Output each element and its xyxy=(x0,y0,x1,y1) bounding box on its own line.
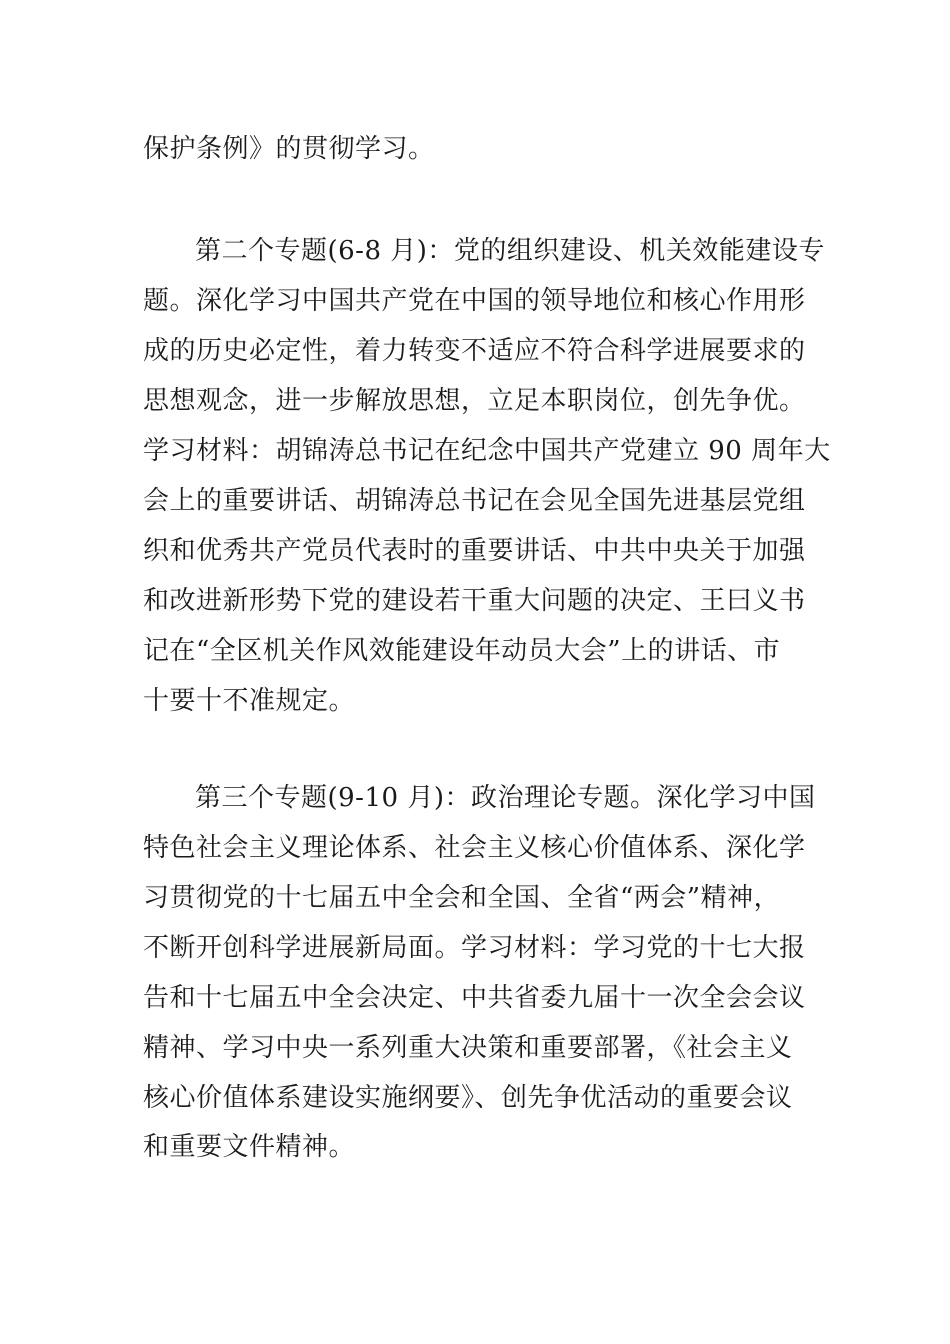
paragraph2-line-6: 会上的重要讲话、胡锦涛总书记在会见全国先进基层党组 xyxy=(143,486,806,516)
paragraph3-line-7: 核心价值体系建设实施纲要》、创先争优活动的重要会议 xyxy=(143,1083,793,1113)
paragraph3-line-4: 不断开创科学进展新局面。学习材料：学习党的十七大报 xyxy=(143,933,806,963)
paragraph2-line-10: 十要十不准规定。 xyxy=(143,686,356,716)
paragraph3-line-3: 习贯彻党的十七届五中全会和全国、全省“两会”精神， xyxy=(143,883,781,913)
paragraph2-line-8: 和改进新形势下党的建设若干重大问题的决定、王曰义书 xyxy=(143,586,806,616)
paragraph2-line-9: 记在“全区机关作风效能建设年动员大会”上的讲话、市 xyxy=(143,636,781,666)
paragraph3-line-5: 告和十七届五中全会决定、中共省委九届十一次全会会议 xyxy=(143,983,806,1013)
paragraph3-line-8: 和重要文件精神。 xyxy=(143,1132,356,1162)
paragraph3-line-2: 特色社会主义理论体系、社会主义核心价值体系、深化学 xyxy=(143,833,806,863)
paragraph1-line-1: 保护条例》的贯彻学习。 xyxy=(143,134,435,164)
paragraph2-line-4: 思想观念，进一步解放思想，立足本职岗位，创先争优。 xyxy=(143,386,806,416)
paragraph2-line-2: 题。深化学习中国共产党在中国的领导地位和核心作用形 xyxy=(143,286,806,316)
paragraph2-line-3: 成的历史必定性，着力转变不适应不符合科学进展要求的 xyxy=(143,336,806,366)
paragraph2-line-7: 织和优秀共产党员代表时的重要讲话、中共中央关于加强 xyxy=(143,536,806,566)
paragraph3-line-1: 第三个专题(9-10 月)：政治理论专题。深化学习中国 xyxy=(195,783,816,813)
paragraph2-line-1: 第二个专题(6-8 月)：党的组织建设、机关效能建设专 xyxy=(195,236,825,266)
paragraph3-line-6: 精神、学习中央一系列重大决策和重要部署，《社会主义 xyxy=(143,1033,793,1063)
paragraph2-line-5: 学习材料：胡锦涛总书记在纪念中国共产党建立 90 周年大 xyxy=(143,436,831,466)
